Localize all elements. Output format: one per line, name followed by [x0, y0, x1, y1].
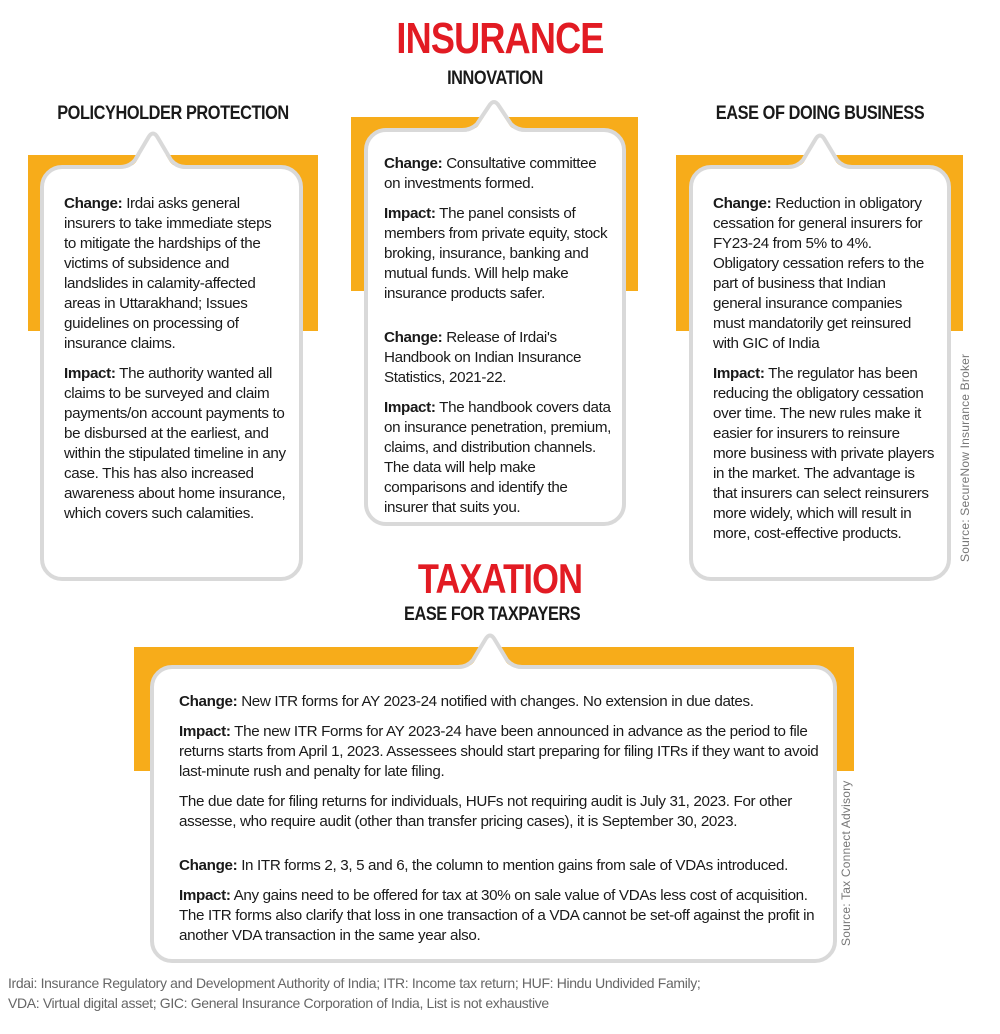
taxation-due-date-note: The due date for filing returns for individuals, HUFs not requiring audit is July 31, 2023. For other assesse, who require audit (other than transfer pricing cases), it is September 30, 2023.	[179, 793, 792, 830]
ease-business-impact: Impact: The regulator has been reducing the obligatory cessation over time. The new rules make it easier for insurers to reinsure more business with private players in the market. The advantage is that insurers can select reinsurers more widely, which will result in more, cost-effective products.	[713, 365, 935, 542]
ease-business-change: Change: Reduction in obligatory cessation for general insurers for FY23-24 from 5% to 4%. Obligatory cessation refers to the part of business that Indian general insurance companies must mandatorily get reinsured with GIC of India	[713, 195, 924, 352]
taxation-title: TAXATION	[417, 555, 583, 602]
innovation-heading: INNOVATION	[447, 68, 543, 89]
policyholder-change: Change: Irdai asks general insurers to take immediate steps to mitigate the hardships of the victims of subsidence and landslides in calamity-affected areas in Uttarakhand; Issues guidelines on processing of insurance claims.	[64, 195, 272, 352]
policyholder-card-notch	[100, 122, 210, 172]
ease-business-content	[713, 194, 935, 554]
taxation-card-notch	[436, 628, 546, 672]
innovation-impact-2: Impact: The handbook covers data on insurance penetration, premium, claims, and distribution channels. The data will help make comparisons and identify the insurer that suits you.	[384, 399, 612, 516]
taxation-impact-1: Impact: The new ITR Forms for AY 2023-24 have been announced in advance as the period to file returns starts from April 1, 2023. Assessees should start preparing for filing ITRs if they want to avoid last-minute rush and penalty for late filing.	[179, 723, 819, 780]
innovation-content	[384, 154, 612, 528]
taxation-content	[179, 692, 819, 956]
policyholder-impact: Impact: The authority wanted all claims to be surveyed and claim payments/on account payments to be disbursed at the earliest, and within the stipulated timeline in any case. This has also increased awareness about home insurance, which covers such calamities.	[64, 365, 286, 522]
policyholder-content	[64, 194, 286, 534]
innovation-card-notch	[440, 95, 550, 135]
innovation-impact-1: Impact: The panel consists of members from private equity, stock broking, insurance, banking and mutual funds. Will help make insurance products safer.	[384, 205, 608, 302]
footnote-line-1: Irdai: Insurance Regulatory and Development Authority of India; ITR: Income tax return; HUF: Hindu Undivided Family;	[8, 975, 701, 991]
taxation-source-note: Source: Tax Connect Advisory	[839, 780, 853, 946]
taxation-change-2: Change: In ITR forms 2, 3, 5 and 6, the column to mention gains from sale of VDAs introduced.	[179, 857, 788, 874]
ease-of-doing-business-heading: EASE OF DOING BUSINESS	[715, 103, 925, 124]
glossary-footnote	[8, 973, 998, 1013]
innovation-change-2: Change: Release of Irdai's Handbook on Indian Insurance Statistics, 2021-22.	[384, 329, 582, 386]
innovation-change-1: Change: Consultative committee on investments formed.	[384, 155, 597, 192]
taxation-impact-2: Impact: Any gains need to be offered for tax at 30% on sale value of VDAs less cost of acquisition. The ITR forms also clarify that loss in one transaction of a VDA cannot be set-off against the profit in another VDA transaction in the same year also.	[179, 887, 815, 944]
ease-for-taxpayers-heading: EASE FOR TAXPAYERS	[404, 604, 581, 625]
taxation-change-1: Change: New ITR forms for AY 2023-24 notified with changes. No extension in due dates.	[179, 693, 754, 710]
ease-business-card-notch	[766, 128, 876, 172]
policyholder-protection-heading: POLICYHOLDER PROTECTION	[57, 103, 289, 124]
footnote-line-2: VDA: Virtual digital asset; GIC: General Insurance Corporation of India, List is not exhaustive	[8, 995, 549, 1011]
insurance-source-note: Source: SecureNow Insurance Broker	[958, 353, 972, 562]
insurance-title: INSURANCE	[396, 14, 604, 63]
